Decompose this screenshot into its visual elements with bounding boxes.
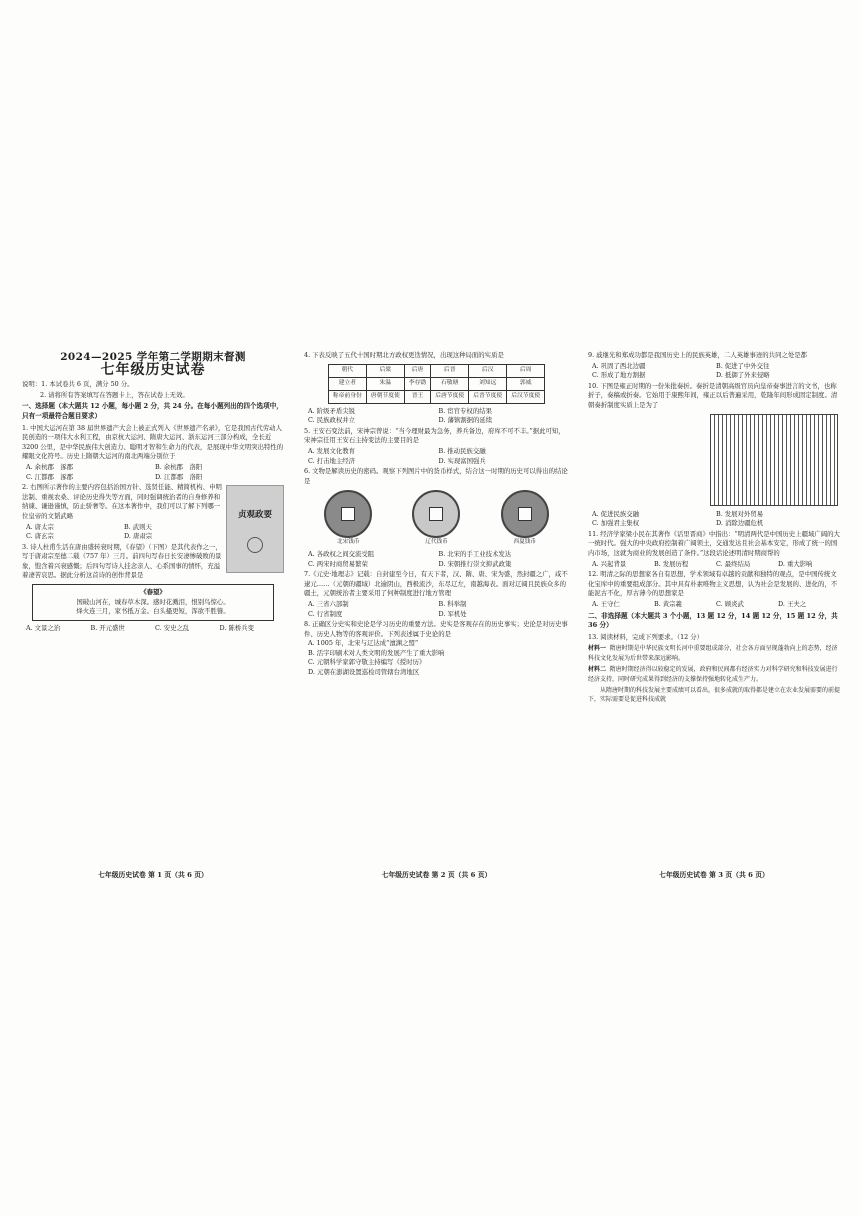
page-1 bbox=[22, 345, 284, 885]
option: D. 藩镇割据的延续 bbox=[438, 416, 493, 425]
table-cell: 李存勖 bbox=[404, 377, 430, 390]
option: D. 王夫之 bbox=[778, 599, 807, 608]
note-2: 2. 请将所有答案填写在答题卡上，答在试卷上无效。 bbox=[40, 390, 189, 399]
coin-western-xia bbox=[501, 490, 549, 548]
coin-icon bbox=[412, 490, 460, 538]
question-7: 7.《元史·地理志》记载：自封建至今日，有天下者，汉、隋、唐、宋为盛，然封疆之广，咸不逮元……（元朝的疆域）北逾阴山，西极流沙，东尽辽左，南越海表。面对辽阔且民族众多的疆土，元朝统治者主要采用了何种制度进行地方管理 bbox=[304, 570, 568, 598]
option: C. 两宋时商贸易繁荣 bbox=[308, 559, 368, 568]
table-cell: 称帝前身份 bbox=[328, 390, 366, 403]
option: A. 兴起背景 bbox=[592, 559, 627, 568]
question-8: 8. 正确区分史实和史论是学习历史的重要方法。史实是客观存在的历史事实；史论是对历史事件、历史人物等的客观评价。下列表述属于史论的是 bbox=[304, 620, 568, 638]
question-8-options bbox=[308, 639, 569, 677]
material-text: 隋唐时期是中华民族文明长河中重要组成部分，社会各方面呈现蓬勃向上的态势，经济科技文化发展为后世带来深远影响。 bbox=[588, 645, 838, 662]
question-2-options bbox=[26, 523, 222, 542]
option: C. 民族政权并立 bbox=[308, 416, 356, 425]
option: B. 宦官专权的结果 bbox=[438, 406, 492, 415]
material-2 bbox=[588, 665, 840, 684]
table-cell: 晋王 bbox=[404, 390, 430, 403]
poem-line: 烽火连三月，家书抵万金。白头搔更短，浑欲不胜簪。 bbox=[76, 607, 230, 616]
option: A. 三省六部制 bbox=[308, 599, 349, 608]
question-6-options bbox=[308, 550, 569, 569]
option: A. 促进民族交融 bbox=[592, 509, 640, 518]
table-cell: 后汉 bbox=[469, 364, 507, 377]
option: C. 江都郡 涿郡 bbox=[26, 472, 74, 481]
option: A. 文景之治 bbox=[26, 623, 61, 632]
material-label: 材料二 bbox=[588, 666, 607, 674]
table-cell: 后唐节度使 bbox=[431, 390, 469, 403]
dynasty-table bbox=[328, 364, 545, 404]
option: C. 最终结局 bbox=[716, 559, 751, 568]
section-1-heading: 一、选择题（本大题共 12 小题，每小题 2 分，共 24 分。在每小题列出的四个选项中，只有一项最符合题目要求） bbox=[22, 402, 283, 420]
exam-title: 2024—2025 学年第二学期期末督测 bbox=[60, 351, 246, 363]
option: D. 江都郡 洛阳 bbox=[155, 472, 203, 481]
table-cell: 石敬瑭 bbox=[431, 377, 469, 390]
page-footer: 七年级历史试卷 第 2 页（共 6 页） bbox=[381, 871, 492, 880]
option: D. 军机处 bbox=[438, 609, 467, 618]
question-10-options bbox=[592, 510, 840, 529]
exam-sheet bbox=[22, 345, 840, 885]
option: B. 北宋的手工业技术发达 bbox=[438, 549, 512, 558]
exam-subtitle: 七年级历史试卷 bbox=[100, 361, 206, 378]
option: C. 行省制度 bbox=[308, 609, 343, 618]
question-11: 11. 经济学家梁小民在其著作《话里晋商》中指出：“明清两代是中国历史上疆域广阔的大一统时代。强大的中央政府控制着广阔领土，交通发达且社会基本安定，形成了统一的国内市场，这就为商业的发展创造了条件。”这段话论述明清时期商帮的 bbox=[588, 529, 840, 557]
option: B. 促进了中外交往 bbox=[716, 361, 770, 370]
option: D. 元朝在澎湖设置巡检司管辖台湾地区 bbox=[308, 668, 420, 677]
option: B. 科举制 bbox=[438, 599, 467, 608]
table-cell: 唐朝节度使 bbox=[366, 390, 404, 403]
table-cell: 后汉节度使 bbox=[507, 390, 545, 403]
question-9: 9. 戚继光和郑成功都是我国历史上的民族英雄，二人英雄事迹的共同之处是都 bbox=[588, 351, 808, 359]
table-row bbox=[328, 377, 544, 390]
option: B. 活字印刷术对人类文明的发展产生了重大影响 bbox=[308, 648, 445, 657]
question-4-options bbox=[308, 407, 569, 426]
material-label: 材料一 bbox=[588, 645, 607, 653]
option: D. 实现富国强兵 bbox=[438, 456, 486, 465]
table-cell: 后周 bbox=[507, 364, 545, 377]
poem-line: 国破山河在，城春草木深。感时花溅泪，恨别鸟惊心。 bbox=[76, 597, 230, 606]
table-cell: 后晋节度使 bbox=[469, 390, 507, 403]
poem-box bbox=[32, 584, 274, 621]
option: A. 阶级矛盾尖锐 bbox=[308, 406, 356, 415]
question-5-options bbox=[308, 447, 569, 466]
table-cell: 后梁 bbox=[366, 364, 404, 377]
poem-title: 《春望》 bbox=[140, 588, 166, 597]
table-row bbox=[328, 364, 544, 377]
option: C. 唐玄宗 bbox=[26, 532, 54, 541]
note-1: 说明：1. 本试卷共 6 页，满分 50 分。 bbox=[22, 380, 134, 389]
option: D. 重大影响 bbox=[778, 559, 813, 568]
question-11-options bbox=[592, 560, 840, 570]
question-2: 2. 右图所示著作的主要内容包括治国方针、选贤任能、精简机构、申明法制、重视农桑、评论历史得失等方面，同时强调统治者的自身修养和纳谏、谦逊谨慎，防止骄奢等。在这本著作中，我们可以了解下列哪一位皇帝的文韬武略 bbox=[22, 483, 222, 520]
question-12-options bbox=[592, 600, 840, 610]
page-footer: 七年级历史试卷 第 3 页（共 6 页） bbox=[659, 871, 769, 880]
seal-icon bbox=[247, 537, 263, 553]
book-cover-image bbox=[226, 485, 284, 573]
coin-liao bbox=[412, 490, 460, 548]
coin-images bbox=[304, 490, 569, 548]
option: A. 巩固了西北边疆 bbox=[592, 361, 646, 370]
option: B. 开元盛世 bbox=[90, 623, 125, 632]
table-cell: 建立者 bbox=[328, 377, 366, 390]
option: C. 形成了地方割据 bbox=[592, 371, 646, 380]
section-2-heading: 二、非选择题（本大题共 3 个小题，13 题 12 分，14 题 12 分，15 题 12 分，共 36 分） bbox=[588, 611, 838, 630]
coin-caption: 西夏钱币 bbox=[513, 539, 536, 546]
question-4: 4. 下表反映了五代十国时期北方政权更迭情况，出现这种局面的实质是 bbox=[304, 351, 504, 359]
option: C. 安史之乱 bbox=[155, 623, 190, 632]
option: A. 1005 年，北宋与辽达成“澶渊之盟” bbox=[308, 639, 419, 648]
option: B. 余杭郡 洛阳 bbox=[155, 462, 203, 471]
option: A. 余杭郡 涿郡 bbox=[26, 462, 74, 471]
coin-icon bbox=[501, 490, 549, 538]
option: B. 推动民族交融 bbox=[438, 446, 486, 455]
option: C. 打击地主经济 bbox=[308, 456, 356, 465]
page-footer: 七年级历史试卷 第 1 页（共 6 页） bbox=[98, 871, 208, 880]
question-9-options bbox=[592, 362, 840, 381]
question-10: 10. 下图是雍正时期的一份朱批奏折。奏折是清朝高级官员向皇帝奏事进言的文书，也称折子，奏稿或折奏。它始用于康熙年间，雍正以后普遍采用，乾隆年间形成固定制度。清朝奏折制度实质上是为了 bbox=[588, 381, 838, 409]
material-1 bbox=[588, 644, 840, 663]
option: D. 宋朝推行崇文抑武政策 bbox=[438, 559, 512, 568]
table-cell: 朝代 bbox=[328, 364, 366, 377]
table-cell: 郭威 bbox=[507, 377, 545, 390]
option: A. 各政权之间交流受阻 bbox=[308, 549, 375, 558]
option: A. 发展文化教育 bbox=[308, 446, 356, 455]
option: B. 发展对外贸易 bbox=[716, 509, 764, 518]
table-cell: 刘知远 bbox=[469, 377, 507, 390]
option: D. 抵御了外来侵略 bbox=[716, 371, 770, 380]
table-cell: 后晋 bbox=[431, 364, 469, 377]
material-text: 隋唐时期经济得以较稳定的发展，政府和民间都有经济实力对科学研究和科技发展进行经济支持，同时研究成果得到经济的支撑保持强地转化成生产力。 bbox=[588, 666, 838, 683]
question-3-options bbox=[26, 624, 284, 634]
option: C. 顾炎武 bbox=[716, 599, 744, 608]
option: C. 加强君主集权 bbox=[592, 519, 640, 528]
table-row bbox=[328, 390, 544, 403]
question-12: 12. 明清之际的思想家各自有思想，学术领域有卓越的贡献和独特的观点，是中国传统文化宝库中的重要组成部分。其中具有朴素唯物主义思想，认为社会是发展的、进化的，不能泥古不化，厚古薄今的思想家是 bbox=[588, 570, 838, 598]
table-cell: 后唐 bbox=[404, 364, 430, 377]
page-2 bbox=[304, 345, 569, 885]
coin-caption: 北宋钱币 bbox=[336, 539, 360, 546]
option: D. 唐肃宗 bbox=[124, 532, 153, 541]
coin-icon bbox=[324, 490, 372, 538]
option: D. 消除边疆危机 bbox=[716, 519, 764, 528]
book-title: 贞观政要 bbox=[237, 510, 272, 521]
coin-northern-song bbox=[324, 490, 372, 548]
option: B. 黄宗羲 bbox=[654, 599, 682, 608]
question-7-options bbox=[308, 600, 569, 619]
material-3: 从隋唐时期的科技发展主要成绩可以看出，很多成就的取得都是建立在农业发展需要的前提下，实际需要是促进科技成就 bbox=[588, 686, 841, 704]
question-13: 13. 阅读材料，完成下列要求。（12 分） bbox=[588, 632, 704, 641]
page-3 bbox=[588, 345, 840, 885]
option: A. 王守仁 bbox=[592, 599, 620, 608]
option: A. 唐太宗 bbox=[26, 522, 54, 531]
option: B. 武则天 bbox=[124, 522, 152, 531]
question-1-options bbox=[26, 463, 284, 482]
option: D. 陈桥兵变 bbox=[219, 623, 255, 632]
question-3: 3. 诗人杜甫生活在唐由盛转衰时期，《春望》（下图）是其代表作之一，写于唐肃宗至德二载（757 年）三月。前四句写春日长安凄惨破败的景象，饱含着兴衰感慨；后四句写诗人挂念亲人、心系国事的情怀，充溢着凄苦哀思。据此分析这首诗的创作背景是 bbox=[22, 542, 222, 580]
memorial-document-image bbox=[710, 414, 838, 506]
question-1: 1. 中国大运河在第 38 届世界遗产大会上被正式列入《世界遗产名录》，它是我国古代劳动人民创造的一项伟大水利工程，由京杭大运河、隋唐大运河、浙东运河三部分构成，全长近 3200 公里，是中华民族伟大创造力、聪明才智和生命力的代表，是展现中华文明突出特性的耀眼文化符号。历史上隋朝大运河的南北两端分别位于 bbox=[22, 423, 284, 461]
option: C. 元朝科学家郭守敬主持编写《授时历》 bbox=[308, 658, 426, 667]
coin-caption: 辽代钱币 bbox=[425, 539, 448, 546]
question-5: 5. 王安石变法前，宋神宗曾说：“当今理财最为急务，养兵备边，府库不可不丰。”据此可知，宋神宗任用王安石主持变法的主要目的是 bbox=[304, 426, 565, 445]
option: B. 发展历程 bbox=[654, 559, 689, 568]
question-6: 6. 文物是解读历史的密码。观察下列图片中的货币样式，结合这一时期的历史可以得出的结论是 bbox=[304, 467, 568, 485]
table-cell: 朱温 bbox=[366, 377, 404, 390]
